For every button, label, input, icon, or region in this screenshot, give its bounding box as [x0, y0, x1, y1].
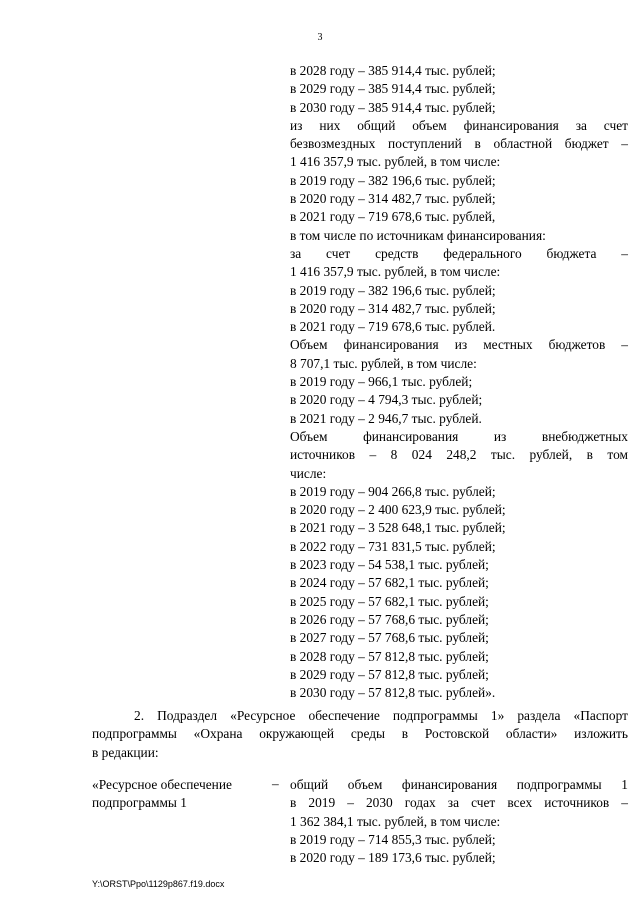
financing-line-25: в 2020 году – 2 400 623,9 тыс. рублей; [290, 502, 506, 518]
financing-column [290, 62, 628, 702]
financing-line-11: за счет средств федерального бюджета – [290, 245, 628, 261]
financing-line-23: числе: [290, 465, 327, 481]
resource-line-5: в 2020 году – 189 173,6 тыс. рублей; [290, 850, 496, 866]
financing-line-34: в 2029 году – 57 812,8 тыс. рублей; [290, 666, 489, 682]
financing-line-27: в 2022 году – 731 831,5 тыс. рублей; [290, 538, 496, 554]
financing-line-12: 1 416 357,9 тыс. рублей, в том числе: [290, 264, 501, 280]
financing-line-14: в 2020 году – 314 482,7 тыс. рублей; [290, 300, 496, 316]
resource-label-line-2: подпрограммы 1 [92, 795, 187, 811]
financing-line-26: в 2021 году – 3 528 648,1 тыс. рублей; [290, 520, 506, 536]
financing-line-19: в 2020 году – 4 794,3 тыс. рублей; [290, 392, 483, 408]
paragraph-2-line-1: 2. Подраздел «Ресурсное обеспечение подпрограммы 1» раздела «Паспорт [134, 708, 628, 723]
financing-line-13: в 2019 году – 382 196,6 тыс. рублей; [290, 282, 496, 298]
financing-line-33: в 2028 году – 57 812,8 тыс. рублей; [290, 648, 489, 664]
financing-line-16: Объем финансирования из местных бюджетов – [290, 337, 628, 353]
paragraph-2 [92, 707, 628, 762]
financing-line-10: в том числе по источникам финансирования: [290, 227, 546, 243]
financing-line-20: в 2021 году – 2 946,7 тыс. рублей. [290, 410, 482, 426]
resource-line-4: в 2019 году – 714 855,3 тыс. рублей; [290, 831, 496, 847]
financing-line-9: в 2021 году – 719 678,6 тыс. рублей, [290, 209, 496, 225]
paragraph-2-line-3: в редакции: [92, 744, 159, 760]
resource-line-1: общий объем финансирования подпрограммы 1 [290, 777, 628, 792]
resource-line-3: 1 362 384,1 тыс. рублей, в том числе: [290, 813, 501, 829]
resource-label-line-1: «Ресурсное обеспечение [92, 777, 232, 792]
financing-line-6: 1 416 357,9 тыс. рублей, в том числе: [290, 154, 501, 170]
financing-line-21: Объем финансирования из внебюджетных [290, 428, 628, 444]
paragraph-2-line-2: подпрограммы «Охрана окружающей среды в Ростовской области» изложить [92, 726, 628, 742]
financing-line-3: в 2030 году – 385 914,4 тыс. рублей; [290, 99, 496, 115]
financing-line-31: в 2026 году – 57 768,6 тыс. рублей; [290, 611, 489, 627]
financing-line-8: в 2020 году – 314 482,7 тыс. рублей; [290, 191, 496, 207]
financing-line-1: в 2028 году – 385 914,4 тыс. рублей; [290, 63, 496, 78]
resource-line-2: в 2019 – 2030 годах за счет всех источников – [290, 795, 628, 811]
financing-line-5: безвозмездных поступлений в областной бюджет – [290, 136, 628, 152]
financing-line-4: из них общий объем финансирования за счет [290, 117, 628, 133]
page-number: 3 [317, 32, 323, 43]
financing-line-32: в 2027 году – 57 768,6 тыс. рублей; [290, 630, 489, 646]
financing-line-7: в 2019 году – 382 196,6 тыс. рублей; [290, 172, 496, 188]
resource-label [92, 776, 282, 813]
footer-file-path: Y:\ORST\Ppo\1129p867.f19.docx [92, 879, 225, 889]
financing-line-17: 8 707,1 тыс. рублей, в том числе: [290, 355, 477, 371]
financing-line-35: в 2030 году – 57 812,8 тыс. рублей». [290, 685, 496, 701]
financing-line-22: источников – 8 024 248,2 тыс. рублей, в том [290, 447, 628, 463]
resource-column [290, 776, 628, 867]
financing-line-18: в 2019 году – 966,1 тыс. рублей; [290, 374, 473, 390]
financing-line-29: в 2024 году – 57 682,1 тыс. рублей; [290, 575, 489, 591]
resource-dash: – [272, 776, 279, 791]
financing-line-24: в 2019 году – 904 266,8 тыс. рублей; [290, 483, 496, 499]
financing-line-30: в 2025 году – 57 682,1 тыс. рублей; [290, 593, 489, 609]
financing-line-15: в 2021 году – 719 678,6 тыс. рублей. [290, 319, 496, 335]
financing-line-2: в 2029 году – 385 914,4 тыс. рублей; [290, 81, 496, 97]
financing-line-28: в 2023 году – 54 538,1 тыс. рублей; [290, 557, 489, 573]
